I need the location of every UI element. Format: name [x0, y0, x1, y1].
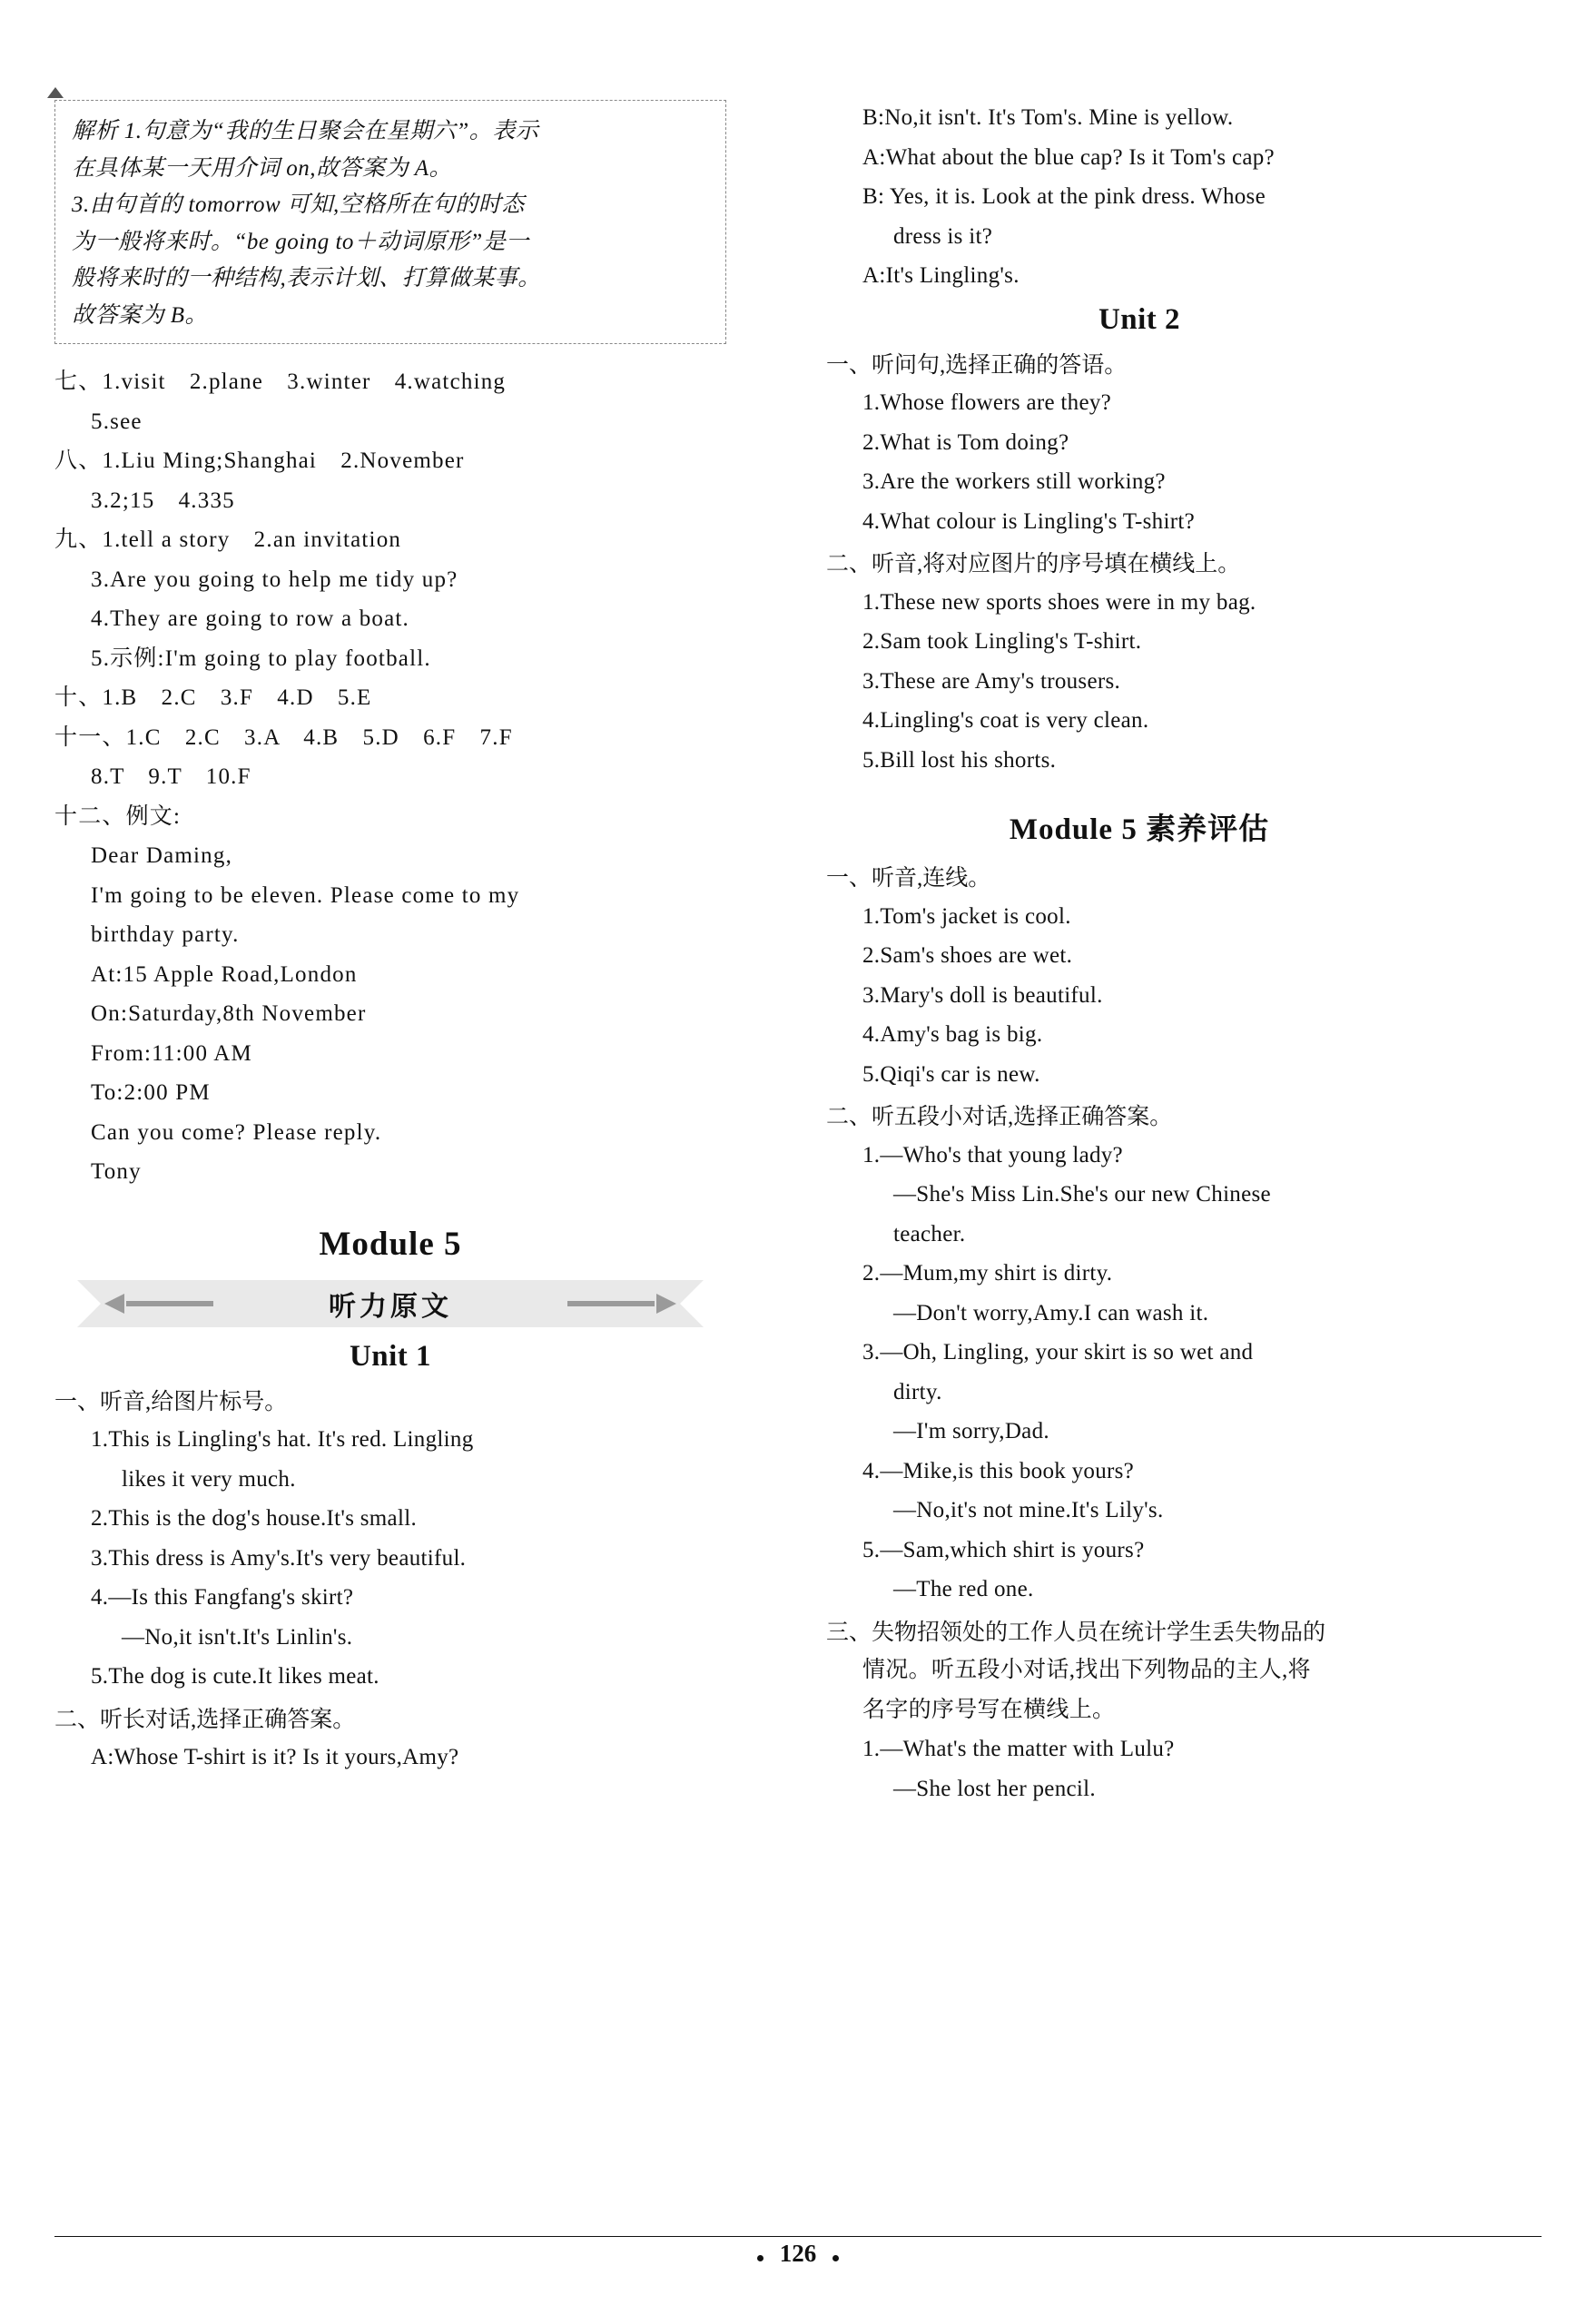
script-line: 5.—Sam,which shirt is yours? — [862, 1537, 1145, 1562]
module-title: Module 5 — [319, 1225, 462, 1263]
script-line: 5.Bill lost his shorts. — [862, 747, 1057, 773]
section-heading: 一、听音,给图片标号。 — [54, 1389, 288, 1414]
unit2-section-2 — [826, 547, 1453, 778]
answer-list — [54, 364, 726, 1190]
script-line: A:Whose T-shirt is it? Is it yours,Amy? — [91, 1745, 459, 1769]
script-line: —The red one. — [893, 1577, 1034, 1601]
dialogue-continued — [826, 100, 1453, 294]
answer-line: 5.示例:I'm going to play football. — [91, 645, 431, 671]
section-heading: 三、失物招领处的工作人员在统计学生丢失物品的 — [826, 1620, 1326, 1645]
answer-line: Can you come? Please reply. — [91, 1119, 382, 1145]
script-line: 5.Qiqi's car is new. — [862, 1061, 1040, 1087]
script-line: 情况。听五段小对话,找出下列物品的主人,将 — [862, 1658, 1311, 1682]
script-line: dirty. — [893, 1379, 942, 1404]
analysis-line: 3.由句首的 tomorrow 可知,空格所在句的时态 — [72, 192, 525, 217]
two-column-layout — [0, 100, 1596, 2215]
evaluation-section-3 — [826, 1615, 1453, 1808]
script-line: —No,it's not mine.It's Lily's. — [893, 1498, 1164, 1522]
script-line: 1.—Who's that young lady? — [862, 1142, 1123, 1167]
script-line: A:It's Lingling's. — [862, 263, 1020, 288]
answer-line: 十二、例文: — [54, 803, 182, 829]
analysis-line: 在具体某一天用介词 on,故答案为 A。 — [72, 155, 453, 181]
script-line: 4.—Mike,is this book yours? — [862, 1458, 1135, 1483]
answer-line: 十、1.B 2.C 3.F 4.D 5.E — [54, 685, 372, 710]
script-line: 3.Are the workers still working? — [862, 469, 1166, 494]
answer-line: I'm going to be eleven. Please come to my — [91, 882, 520, 908]
section-heading: 一、听问句,选择正确的答语。 — [826, 352, 1128, 378]
evaluation-section-2 — [826, 1099, 1453, 1608]
answer-line: Tony — [91, 1159, 142, 1184]
analysis-box — [54, 100, 726, 344]
script-line: 4.—Is this Fangfang's skirt? — [91, 1585, 354, 1610]
listening-script-banner — [77, 1280, 704, 1327]
answer-line: 3.Are you going to help me tidy up? — [91, 566, 458, 592]
answer-line: On:Saturday,8th November — [91, 1001, 367, 1026]
analysis-line: 解析 1.句意为“我的生日聚会在星期六”。表示 — [72, 119, 539, 143]
footer-dot-left-icon — [757, 2255, 764, 2261]
script-line: 1.This is Lingling's hat. It's red. Lingling — [91, 1427, 474, 1452]
right-column — [744, 100, 1489, 2215]
analysis-line: 故答案为 B。 — [72, 302, 209, 328]
listening-section-2 — [54, 1702, 726, 1776]
script-line: A:What about the blue cap? Is it Tom's cap? — [862, 144, 1275, 170]
script-line: 3.This dress is Amy's.It's very beautiful. — [91, 1545, 467, 1571]
answer-line: birthday party. — [91, 922, 240, 947]
script-line: teacher. — [893, 1221, 966, 1246]
script-line: dress is it? — [893, 223, 993, 249]
script-line: 2.—Mum,my shirt is dirty. — [862, 1261, 1113, 1286]
script-line: 1.Whose flowers are they? — [862, 390, 1112, 415]
banner-arrow-right-icon — [567, 1292, 676, 1315]
script-line: 2.This is the dog's house.It's small. — [91, 1506, 417, 1531]
answer-line: To:2:00 PM — [91, 1080, 211, 1105]
script-line: 3.—Oh, Lingling, your skirt is so wet and — [862, 1340, 1254, 1364]
script-line: —She lost her pencil. — [893, 1776, 1096, 1801]
script-line: 4.Amy's bag is big. — [862, 1022, 1043, 1047]
script-line: 3.These are Amy's trousers. — [862, 668, 1121, 694]
left-column — [0, 100, 744, 2215]
script-line: —She's Miss Lin.She's our new Chinese — [893, 1182, 1271, 1207]
script-line: 1.—What's the matter with Lulu? — [862, 1737, 1175, 1761]
script-line: 4.What colour is Lingling's T-shirt? — [862, 508, 1195, 534]
script-line: 3.Mary's doll is beautiful. — [862, 982, 1103, 1008]
answer-line: 九、1.tell a story 2.an invitation — [54, 527, 402, 552]
footer-divider — [54, 2236, 1542, 2237]
answer-line: From:11:00 AM — [91, 1040, 252, 1066]
banner-arrow-left-icon — [104, 1292, 213, 1315]
evaluation-title: Module 5 素养评估 — [1009, 813, 1270, 846]
unit-title: Unit 1 — [349, 1339, 432, 1373]
unit-title: Unit 2 — [1098, 302, 1181, 336]
page-number: 126 — [779, 2240, 817, 2267]
script-line: 1.These new sports shoes were in my bag. — [862, 589, 1256, 615]
script-line: 1.Tom's jacket is cool. — [862, 903, 1071, 929]
script-line: 2.Sam's shoes are wet. — [862, 943, 1073, 968]
answer-line: Dear Daming, — [91, 843, 233, 868]
answer-line: At:15 Apple Road,London — [91, 961, 358, 987]
answer-line: 七、1.visit 2.plane 3.winter 4.watching — [54, 369, 507, 394]
script-line: —No,it isn't.It's Linlin's. — [122, 1624, 353, 1650]
banner-label: 听力原文 — [329, 1291, 452, 1322]
section-heading: 一、听音,连线。 — [826, 866, 991, 891]
section-heading: 二、听音,将对应图片的序号填在横线上。 — [826, 552, 1241, 576]
script-line: —Don't worry,Amy.I can wash it. — [893, 1300, 1209, 1325]
script-line: 4.Lingling's coat is very clean. — [862, 708, 1149, 733]
page-corner-marker — [47, 87, 64, 98]
footer-dot-right-icon — [832, 2255, 839, 2261]
answer-line: 八、1.Liu Ming;Shanghai 2.November — [54, 448, 465, 473]
analysis-line: 般将来时的一种结构,表示计划、打算做某事。 — [72, 266, 541, 291]
script-line: 5.The dog is cute.It likes meat. — [91, 1664, 379, 1689]
evaluation-section-1 — [826, 861, 1453, 1092]
listening-section-1 — [54, 1384, 726, 1695]
script-line: B:No,it isn't. It's Tom's. Mine is yellow. — [862, 105, 1234, 130]
page-footer — [0, 2240, 1596, 2268]
section-heading: 二、听长对话,选择正确答案。 — [54, 1707, 356, 1732]
answer-line: 3.2;15 4.335 — [91, 488, 235, 513]
section-heading: 二、听五段小对话,选择正确答案。 — [826, 1105, 1173, 1129]
answer-line: 4.They are going to row a boat. — [91, 606, 409, 631]
answer-line: 8.T 9.T 10.F — [91, 764, 251, 789]
script-line: likes it very much. — [122, 1466, 296, 1492]
answer-line: 十一、1.C 2.C 3.A 4.B 5.D 6.F 7.F — [54, 724, 513, 750]
script-line: 2.What is Tom doing? — [862, 429, 1069, 455]
unit2-section-1 — [826, 348, 1453, 540]
answer-line: 5.see — [91, 409, 143, 434]
script-line: —I'm sorry,Dad. — [893, 1419, 1049, 1443]
analysis-line: 为一般将来时。“be going to＋动词原形”是一 — [72, 229, 529, 254]
script-line: 名字的序号写在横线上。 — [862, 1697, 1116, 1722]
script-line: 2.Sam took Lingling's T-shirt. — [862, 629, 1142, 654]
script-line: B: Yes, it is. Look at the pink dress. Whose — [862, 184, 1266, 209]
